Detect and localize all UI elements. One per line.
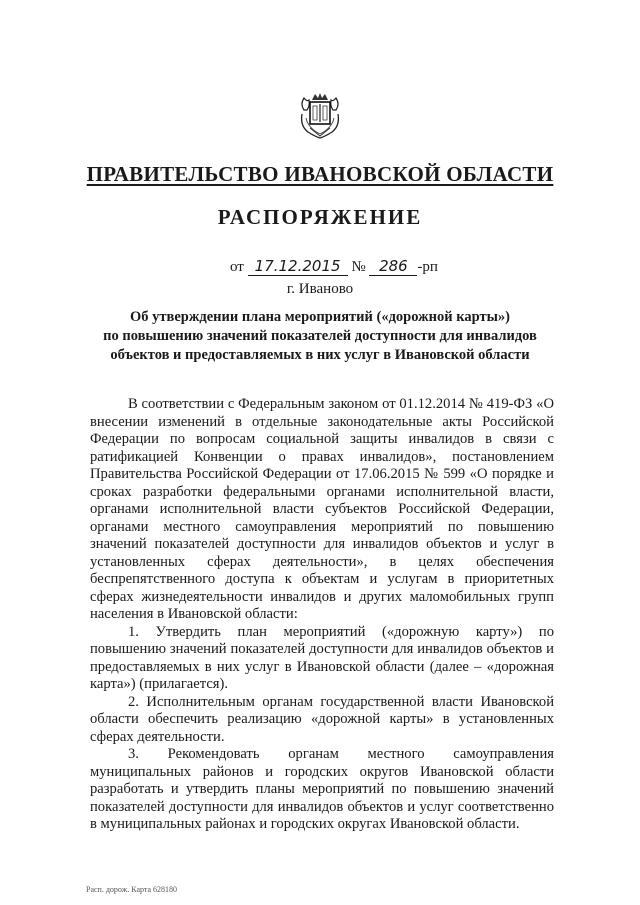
- document-heading: [40, 308, 600, 365]
- footer-file-reference: Расп. дорож. Карта 628180: [86, 885, 178, 894]
- paragraph-item-1: 1. Утвердить план мероприятий («дорожную карту») по повышению значений показателей доступности для инвалидов объектов и предоставляемых в них услуг в Ивановской области (далее – «дорожная карта») (прилагается).: [90, 623, 554, 692]
- date-prefix: от: [230, 259, 244, 275]
- date-number-line: [230, 258, 438, 276]
- coat-of-arms-icon: [298, 92, 342, 142]
- number-suffix: -рп: [417, 259, 438, 275]
- document-body: [90, 396, 554, 834]
- paragraph-item-2: 2. Исполнительным органам государственной власти Ивановской области обеспечить реализацию «дорожной карты» в установленных сферах деятельности.: [90, 693, 554, 745]
- city-name: г. Иваново: [286, 281, 354, 297]
- organization-title: [0, 162, 640, 187]
- paragraph-item-3: 3. Рекомендовать органам местного самоуправления муниципальных районов и городских округов Ивановской области разработать и утвердить планы мероприятий по повышению значений показателей доступности для инвалидов объектов и услуг соответственно в муниципальных районах и городских округах Ивановской области.: [90, 746, 554, 832]
- organization-title-text: ПРАВИТЕЛЬСТВО ИВАНОВСКОЙ ОБЛАСТИ: [86, 162, 554, 186]
- heading-line: объектов и предоставляемых в них услуг в Ивановской области: [110, 347, 530, 363]
- number-sign: №: [351, 259, 366, 275]
- handwritten-number: 286: [369, 258, 417, 276]
- heading-line: Об утверждении плана мероприятий («дорожной карты»): [130, 309, 510, 325]
- heading-line: по повышению значений показателей доступности для инвалидов: [103, 328, 537, 344]
- paragraph-preamble: В соответствии с Федеральным законом от 01.12.2014 № 419-ФЗ «О внесении изменений в отдельные законодательные акты Российской Федерации по вопросам социальной защиты инвалидов в связи с ратификацией Конвенции о правах инвалидов», постановлением Правительства Российской Федерации от 17.06.2015 № 599 «О порядке и сроках разработки федеральными органами исполнительной власти, органами исполнительной власти субъектов Российской Федерации, органами местного самоуправления мероприятий по повышению значений показателей доступности для инвалидов объектов и услуг в установленных сферах деятельности», в целях обеспечения беспрепятственного доступа к объектам и услугам в приоритетных сферах жизнедеятельности инвалидов и других маломобильных групп населения в Ивановской области:: [90, 396, 554, 622]
- document-type: РАСПОРЯЖЕНИЕ: [217, 205, 423, 229]
- handwritten-date: 17.12.2015: [248, 258, 348, 276]
